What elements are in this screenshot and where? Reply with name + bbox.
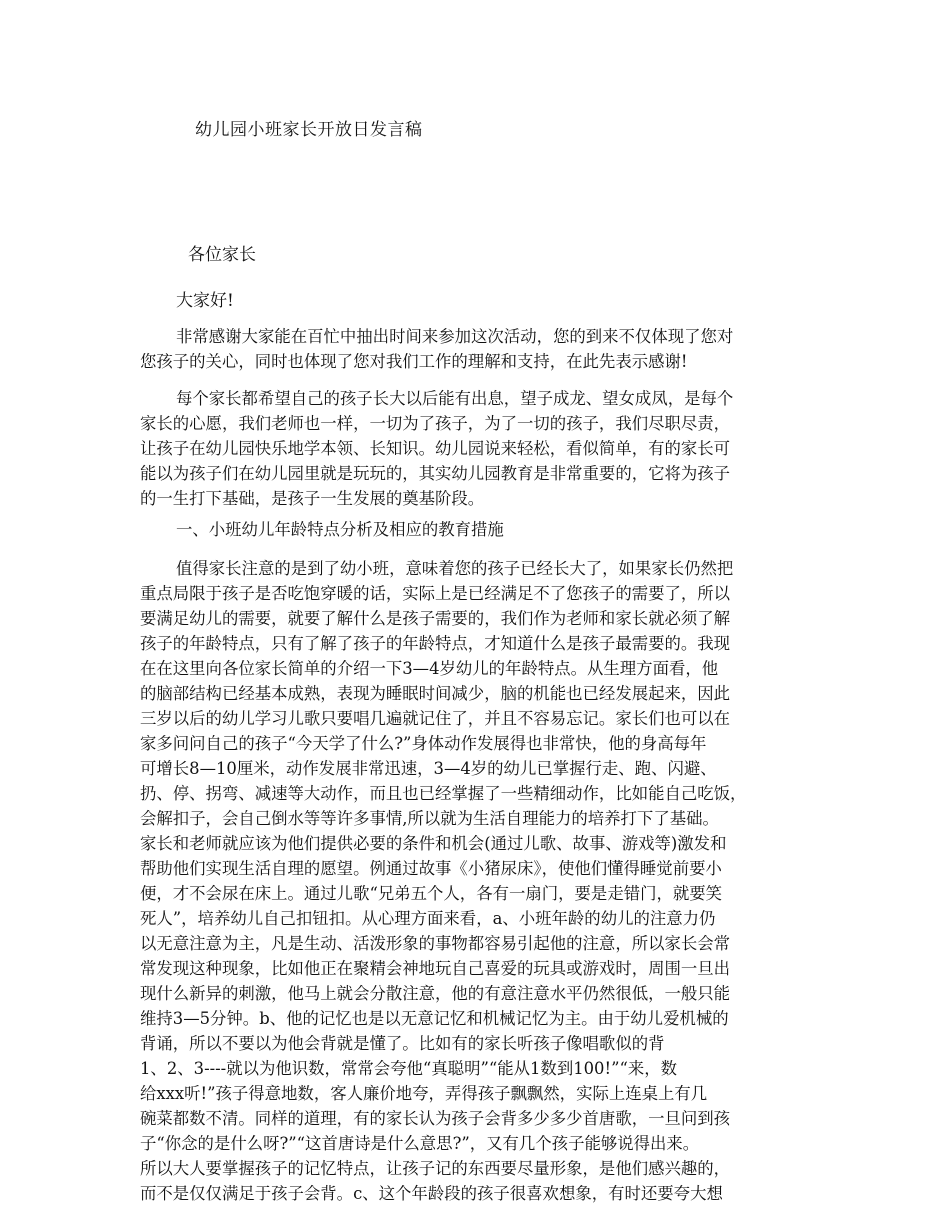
paragraph-line: 每个家长都希望自己的孩子长大以后能有出息，望子成龙、望女成凤，是每个 <box>176 389 734 408</box>
document-title: 幼儿园小班家长开放日发言稿 <box>195 120 423 140</box>
paragraph-line: 帮助他们实现生活自理的愿望。例通过故事《小猪尿床》，使他们懂得睡觉前要小 <box>140 859 722 878</box>
paragraph-line: 会解扣子，会自己倒水等等许多事情,所以就为生活自理能力的培养打下了基础。 <box>140 809 719 828</box>
paragraph-line: 子“你念的是什么呀?”“这首唐诗是什么意思?”，又有几个孩子能够说得出来。 <box>140 1134 700 1153</box>
paragraph-line: 在在这里向各位家长简单的介绍一下3—4岁幼儿的年龄特点。从生理方面看，他 <box>140 659 719 678</box>
paragraph-line: 重点局限于孩子是否吃饱穿暖的话，实际上是已经满足不了您孩子的需要了，所以 <box>140 584 731 603</box>
paragraph-line: 死人”，培养幼儿自己扣钮扣。从心理方面来看，a、小班年龄的幼儿的注意力仍 <box>140 909 716 928</box>
paragraph-line: 现什么新异的刺激，他马上就会分散注意，他的有意注意水平仍然很低，一般只能 <box>140 984 731 1003</box>
paragraph-line: 您孩子的关心，同时也体现了您对我们工作的理解和支持，在此先表示感谢! <box>140 352 688 371</box>
paragraph-line: 家长和老师就应该为他们提供必要的条件和机会(通过儿歌、故事、游戏等)激发和 <box>140 834 727 853</box>
paragraph-line: 常发现这种现象，比如他正在聚精会神地玩自己喜爱的玩具或游戏时，周围一旦出 <box>140 959 731 978</box>
paragraph-line: 背诵，所以不要以为他会背就是懂了。比如有的家长听孩子像唱歌似的背 <box>140 1034 665 1053</box>
section-heading: 一、小班幼儿年龄特点分析及相应的教育措施 <box>176 520 504 539</box>
paragraph-line: 碗菜都数不清。同样的道理，有的家长认为孩子会背多少多少首唐歌，一旦问到孩 <box>140 1109 731 1128</box>
paragraph-line: 值得家长注意的是到了幼小班，意味着您的孩子已经长大了，如果家长仍然把 <box>176 559 734 578</box>
greeting: 大家好! <box>176 291 234 311</box>
paragraph-line: 可增长8—10厘米，动作发展非常迅速，3—4岁的幼儿已掌握行走、跑、闪避、 <box>140 759 717 778</box>
paragraph-line: 的脑部结构已经基本成熟，表现为睡眠时间减少，脑的机能也已经发展起来，因此 <box>140 684 731 703</box>
paragraph-line: 三岁以后的幼儿学习儿歌只要唱几遍就记住了，并且不容易忘记。家长们也可以在 <box>140 709 731 728</box>
paragraph-line: 1、2、3----就以为他识数，常常会夸他“真聪明”“能从1数到100!”“来，数 <box>140 1059 678 1078</box>
paragraph-expectations <box>140 386 820 511</box>
paragraph-line: 能以为孩子们在幼儿园里就是玩玩的，其实幼儿园教育是非常重要的，它将为孩子 <box>140 464 731 483</box>
paragraph-line: 给xxx听!”孩子得意地数，客人廉价地夸，弄得孩子飘飘然，实际上连桌上有几 <box>140 1084 708 1103</box>
paragraph-line: 扔、停、拐弯、减速等大动作，而且也已经掌握了一些精细动作，比如能自己吃饭， <box>140 784 747 803</box>
paragraph-thanks <box>140 324 820 374</box>
paragraph-line: 便，才不会尿在床上。通过儿歌“兄弟五个人，各有一扇门，要是走错门，就要笑 <box>140 884 723 903</box>
paragraph-line: 所以大人要掌握孩子的记忆特点，让孩子记的东西要尽量形象，是他们感兴趣的， <box>140 1159 731 1178</box>
paragraph-line: 而不是仅仅满足于孩子会背。c、这个年龄段的孩子很喜欢想象，有时还要夸大想 <box>140 1184 723 1203</box>
paragraph-line: 家多问问自己的孩子“今天学了什么?”身体动作发展得也非常快，他的身高每年 <box>140 734 707 753</box>
paragraph-line: 家长的心愿，我们老师也一样，一切为了孩子，为了一切的孩子，我们尽职尽责， <box>140 414 731 433</box>
paragraph-line: 孩子的年龄特点，只有了解了孩子的年龄特点，才知道什么是孩子最需要的。我现 <box>140 634 731 653</box>
paragraph-line: 非常感谢大家能在百忙中抽出时间来参加这次活动，您的到来不仅体现了您对 <box>176 327 734 346</box>
paragraph-line: 以无意注意为主，凡是生动、活泼形象的事物都容易引起他的注意，所以家长会常 <box>140 934 731 953</box>
paragraph-line: 让孩子在幼儿园快乐地学本领、长知识。幼儿园说来轻松，看似简单，有的家长可 <box>140 439 731 458</box>
paragraph-line: 维持3—5分钟。b、他的记忆也是以无意记忆和机械记忆为主。由于幼儿爱机械的 <box>140 1009 729 1028</box>
paragraph-line: 的一生打下基础，是孩子一生发展的奠基阶段。 <box>140 489 485 508</box>
salutation: 各位家长 <box>188 245 256 265</box>
paragraph-age-characteristics <box>140 556 820 1206</box>
paragraph-line: 要满足幼儿的需要，就要了解什么是孩子需要的，我们作为老师和家长就必须了解 <box>140 609 731 628</box>
